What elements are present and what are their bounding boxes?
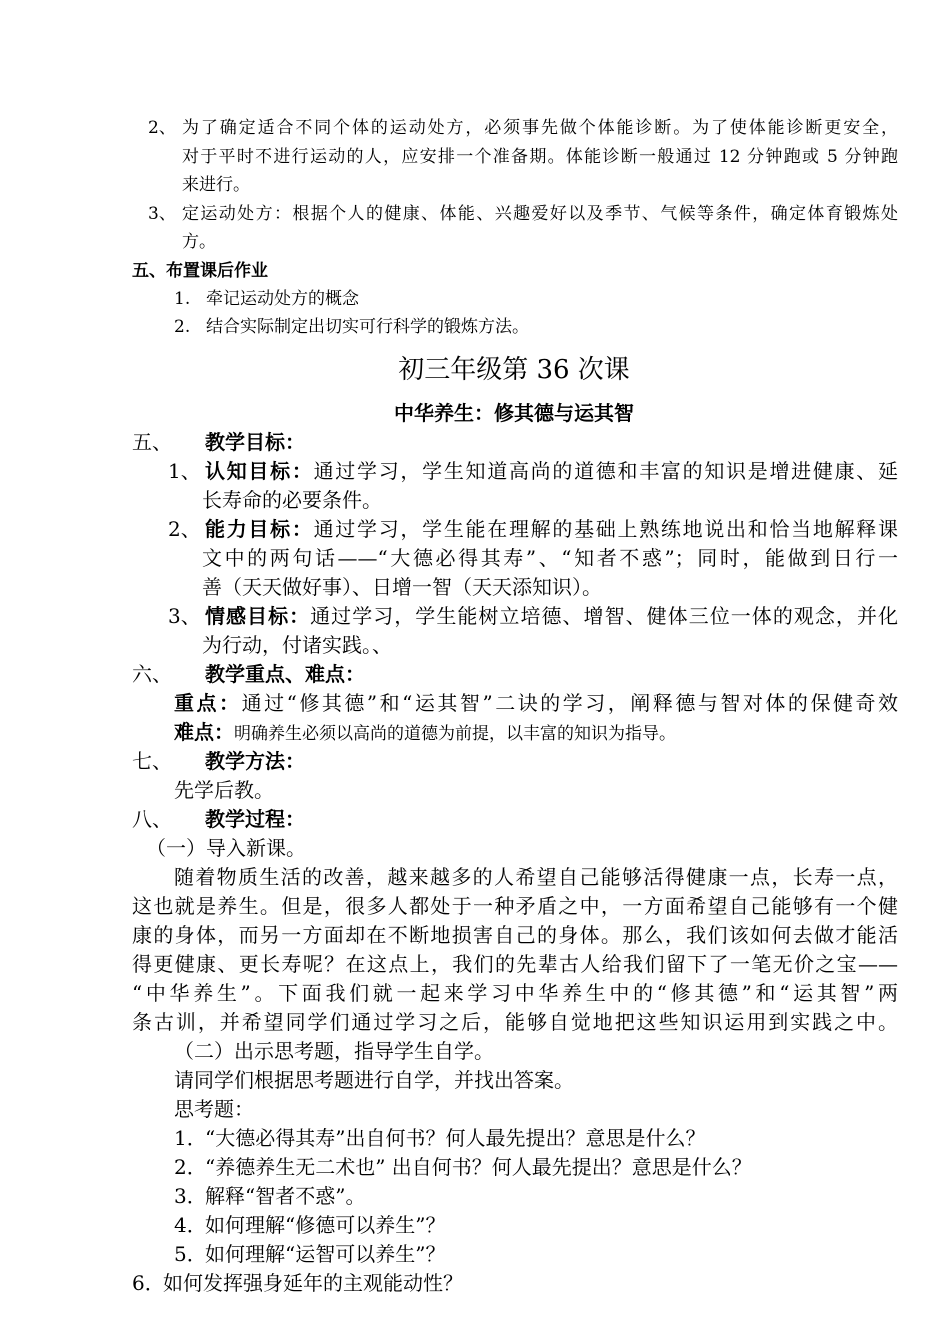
questions-heading: 思考题： bbox=[174, 1097, 254, 1121]
goal-line: 长寿命的必要条件。 bbox=[202, 488, 382, 512]
difficulty-line bbox=[174, 722, 676, 743]
goal-text: 通过学习，学生能在理解的基础上熟练地说出和恰当地解释课 bbox=[313, 517, 899, 541]
goal-line: 善（天天做好事）、日增一智（天天添知识）。 bbox=[202, 575, 602, 599]
paragraph-line: 得更健康、更长寿呢？在这点上，我们的先辈古人给我们留下了一笔无价之宝—— bbox=[132, 952, 898, 976]
focus-label: 重点： bbox=[174, 691, 242, 715]
focus-line bbox=[174, 693, 898, 713]
section-number: 六、 bbox=[132, 662, 172, 686]
paragraph-line: 康的身体，而另一方面却在不断地损害自己的身体。那么，我们该如何去做才能活 bbox=[132, 923, 898, 947]
paragraph-line: 定运动处方：根据个人的健康、体能、兴趣爱好以及季节、气候等条件，确定体育锻炼处 bbox=[182, 204, 898, 224]
paragraph-line: 方。 bbox=[182, 232, 216, 252]
page-subtitle: 中华养生：修其德与运其智 bbox=[394, 401, 634, 425]
difficulty-label: 难点： bbox=[174, 720, 234, 744]
list-number: 2. bbox=[174, 317, 191, 337]
goal-line: 文中的两句话——“大德必得其寿”、“知者不惑”；同时，能做到日行一 bbox=[202, 546, 898, 570]
question-text: “大德必得其寿”出自何书？何人最先提出？意思是什么？ bbox=[205, 1126, 706, 1150]
paragraph-line: 这也就是养生。但是，很多人都处于一种矛盾之中，一方面希望自己能够有一个健 bbox=[132, 894, 898, 918]
list-number: 1. bbox=[174, 289, 191, 309]
goal-line bbox=[205, 519, 898, 539]
list-item: 牵记运动处方的概念 bbox=[206, 289, 359, 309]
question-text: 如何理解“修德可以养生”？ bbox=[205, 1213, 446, 1237]
question-number: 2． bbox=[174, 1155, 207, 1179]
section-number: 五、 bbox=[132, 430, 172, 454]
goal-text: 通过学习，学生能树立培德、增智、健体三位一体的观念，并化 bbox=[310, 604, 898, 628]
section-heading: 教学方法： bbox=[205, 749, 305, 773]
paragraph-line: 条古训，并希望同学们通过学习之后，能够自觉地把这些知识运用到实践之中。 bbox=[132, 1010, 898, 1034]
section-heading: 五、布置课后作业 bbox=[132, 261, 268, 281]
goal-line: 为行动，付诸实践。、 bbox=[202, 633, 392, 657]
question-number: 1． bbox=[174, 1126, 207, 1150]
question-text: 如何发挥强身延年的主观能动性？ bbox=[163, 1271, 463, 1295]
focus-text: 通过“修其德”和“运其智”二诀的学习，阐释德与智对体的保健奇效 bbox=[241, 691, 899, 715]
page-title: 初三年级第 36 次课 bbox=[398, 355, 630, 385]
instruction-text: 请同学们根据思考题进行自学，并找出答案。 bbox=[174, 1068, 574, 1092]
list-item: 结合实际制定出切实可行科学的锻炼方法。 bbox=[206, 317, 529, 337]
list-number: 2、 bbox=[148, 118, 176, 138]
question-text: 解释“智者不惑”。 bbox=[205, 1184, 366, 1208]
goal-label: 能力目标： bbox=[205, 517, 314, 541]
section-heading: 教学过程： bbox=[205, 807, 305, 831]
paragraph-line: 随着物质生活的改善，越来越多的人希望自己能够活得健康一点，长寿一点， bbox=[174, 865, 898, 889]
list-number: 1、 bbox=[168, 459, 201, 483]
list-number: 2、 bbox=[168, 517, 201, 541]
step-heading: （一）导入新课。 bbox=[146, 836, 306, 860]
goal-line bbox=[205, 461, 898, 481]
question-number: 5． bbox=[174, 1242, 207, 1266]
goal-label: 认知目标： bbox=[205, 459, 314, 483]
paragraph-line: 来进行。 bbox=[182, 175, 250, 195]
goal-text: 通过学习，学生知道高尚的道德和丰富的知识是增进健康、延 bbox=[313, 459, 899, 483]
question-number: 4． bbox=[174, 1213, 207, 1237]
step-heading: （二）出示思考题，指导学生自学。 bbox=[174, 1039, 494, 1063]
section-heading: 教学目标： bbox=[205, 430, 305, 454]
goal-line bbox=[205, 606, 898, 626]
section-heading: 教学重点、难点： bbox=[205, 662, 365, 686]
difficulty-text: 明确养生必须以高尚的道德为前提，以丰富的知识为指导。 bbox=[234, 724, 676, 744]
section-number: 七、 bbox=[132, 749, 172, 773]
list-number: 3、 bbox=[148, 204, 176, 224]
list-number: 3、 bbox=[168, 604, 201, 628]
question-number: 3． bbox=[174, 1184, 207, 1208]
paragraph-line: “中华养生”。下面我们就一起来学习中华养生中的“修其德”和“运其智”两 bbox=[132, 981, 898, 1005]
paragraph-line: 对于平时不进行运动的人，应安排一个准备期。体能诊断一般通过 12 分钟跑或 5 分钟跑 bbox=[182, 147, 898, 167]
question-number: 6． bbox=[132, 1271, 165, 1295]
goal-label: 情感目标： bbox=[205, 604, 311, 628]
question-text: 如何理解“运智可以养生”？ bbox=[205, 1242, 446, 1266]
paragraph-line: 为了确定适合不同个体的运动处方，必须事先做个体能诊断。为了使体能诊断更安全， bbox=[182, 118, 898, 138]
question-text: “养德养生无二术也” 出自何书？何人最先提出？意思是什么？ bbox=[205, 1155, 752, 1179]
section-number: 八、 bbox=[132, 807, 172, 831]
method-text: 先学后教。 bbox=[174, 778, 274, 802]
